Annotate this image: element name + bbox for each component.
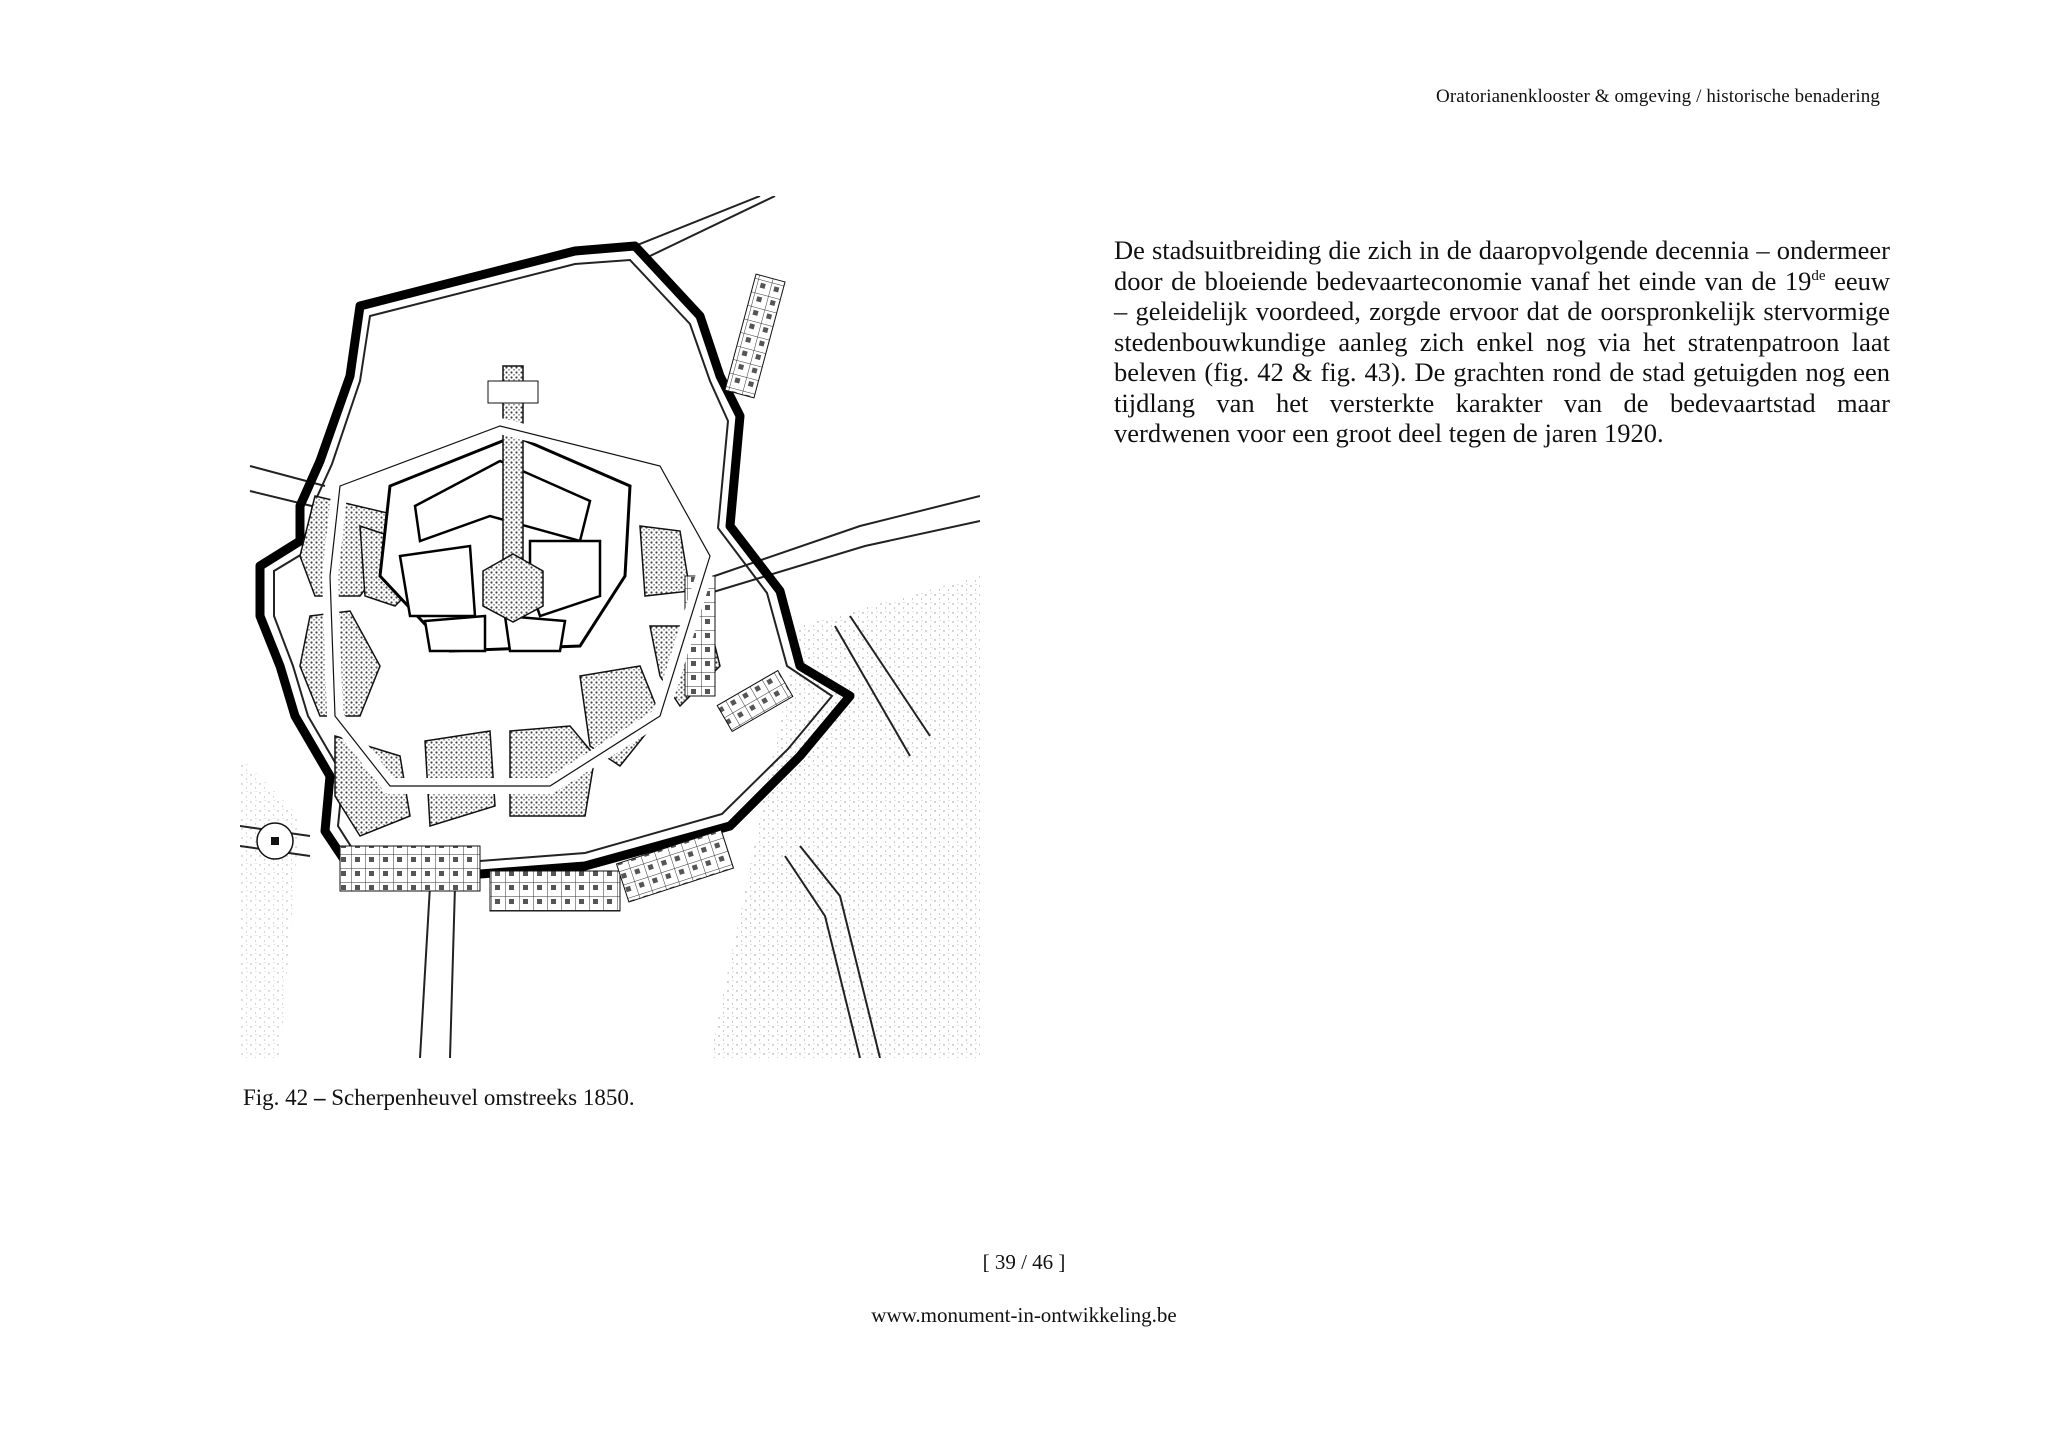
caption-dash: – [313,1085,326,1110]
footer-url: www.monument-in-ontwikkeling.be [871,1303,1177,1327]
page-number: [ 39 / 46 ] [982,1250,1066,1274]
caption-prefix: Fig. 42 [243,1085,309,1110]
body-superscript: de [1811,267,1826,284]
body-paragraph [1114,235,1890,449]
figure-caption [243,1085,635,1111]
town-plan-image [240,196,980,1058]
body-text-part-1: De stadsuitbreiding die zich in de daaropvolgende decennia – ondermeer door de bloeiende bedevaarteconomie vanaf het einde van de 19 [1114,235,1890,296]
body-text-part-2: eeuw – geleidelijk voordeed, zorgde ervoor dat de oorspronkelijk stervormige stedenbouwkundige aanleg zich enkel nog via het stratenpatroon laat beleven (fig. 42 & fig. 43). De grachten rond de stad getuigden nog een tijdlang van het versterkte karakter van de bedevaartstad maar verdwenen voor een groot deel tegen de jaren 1920. [1114,265,1890,448]
caption-text: Scherpenheuvel omstreeks 1850. [331,1085,635,1110]
running-header: Oratorianenklooster & omgeving / historische benadering [1436,86,1880,107]
